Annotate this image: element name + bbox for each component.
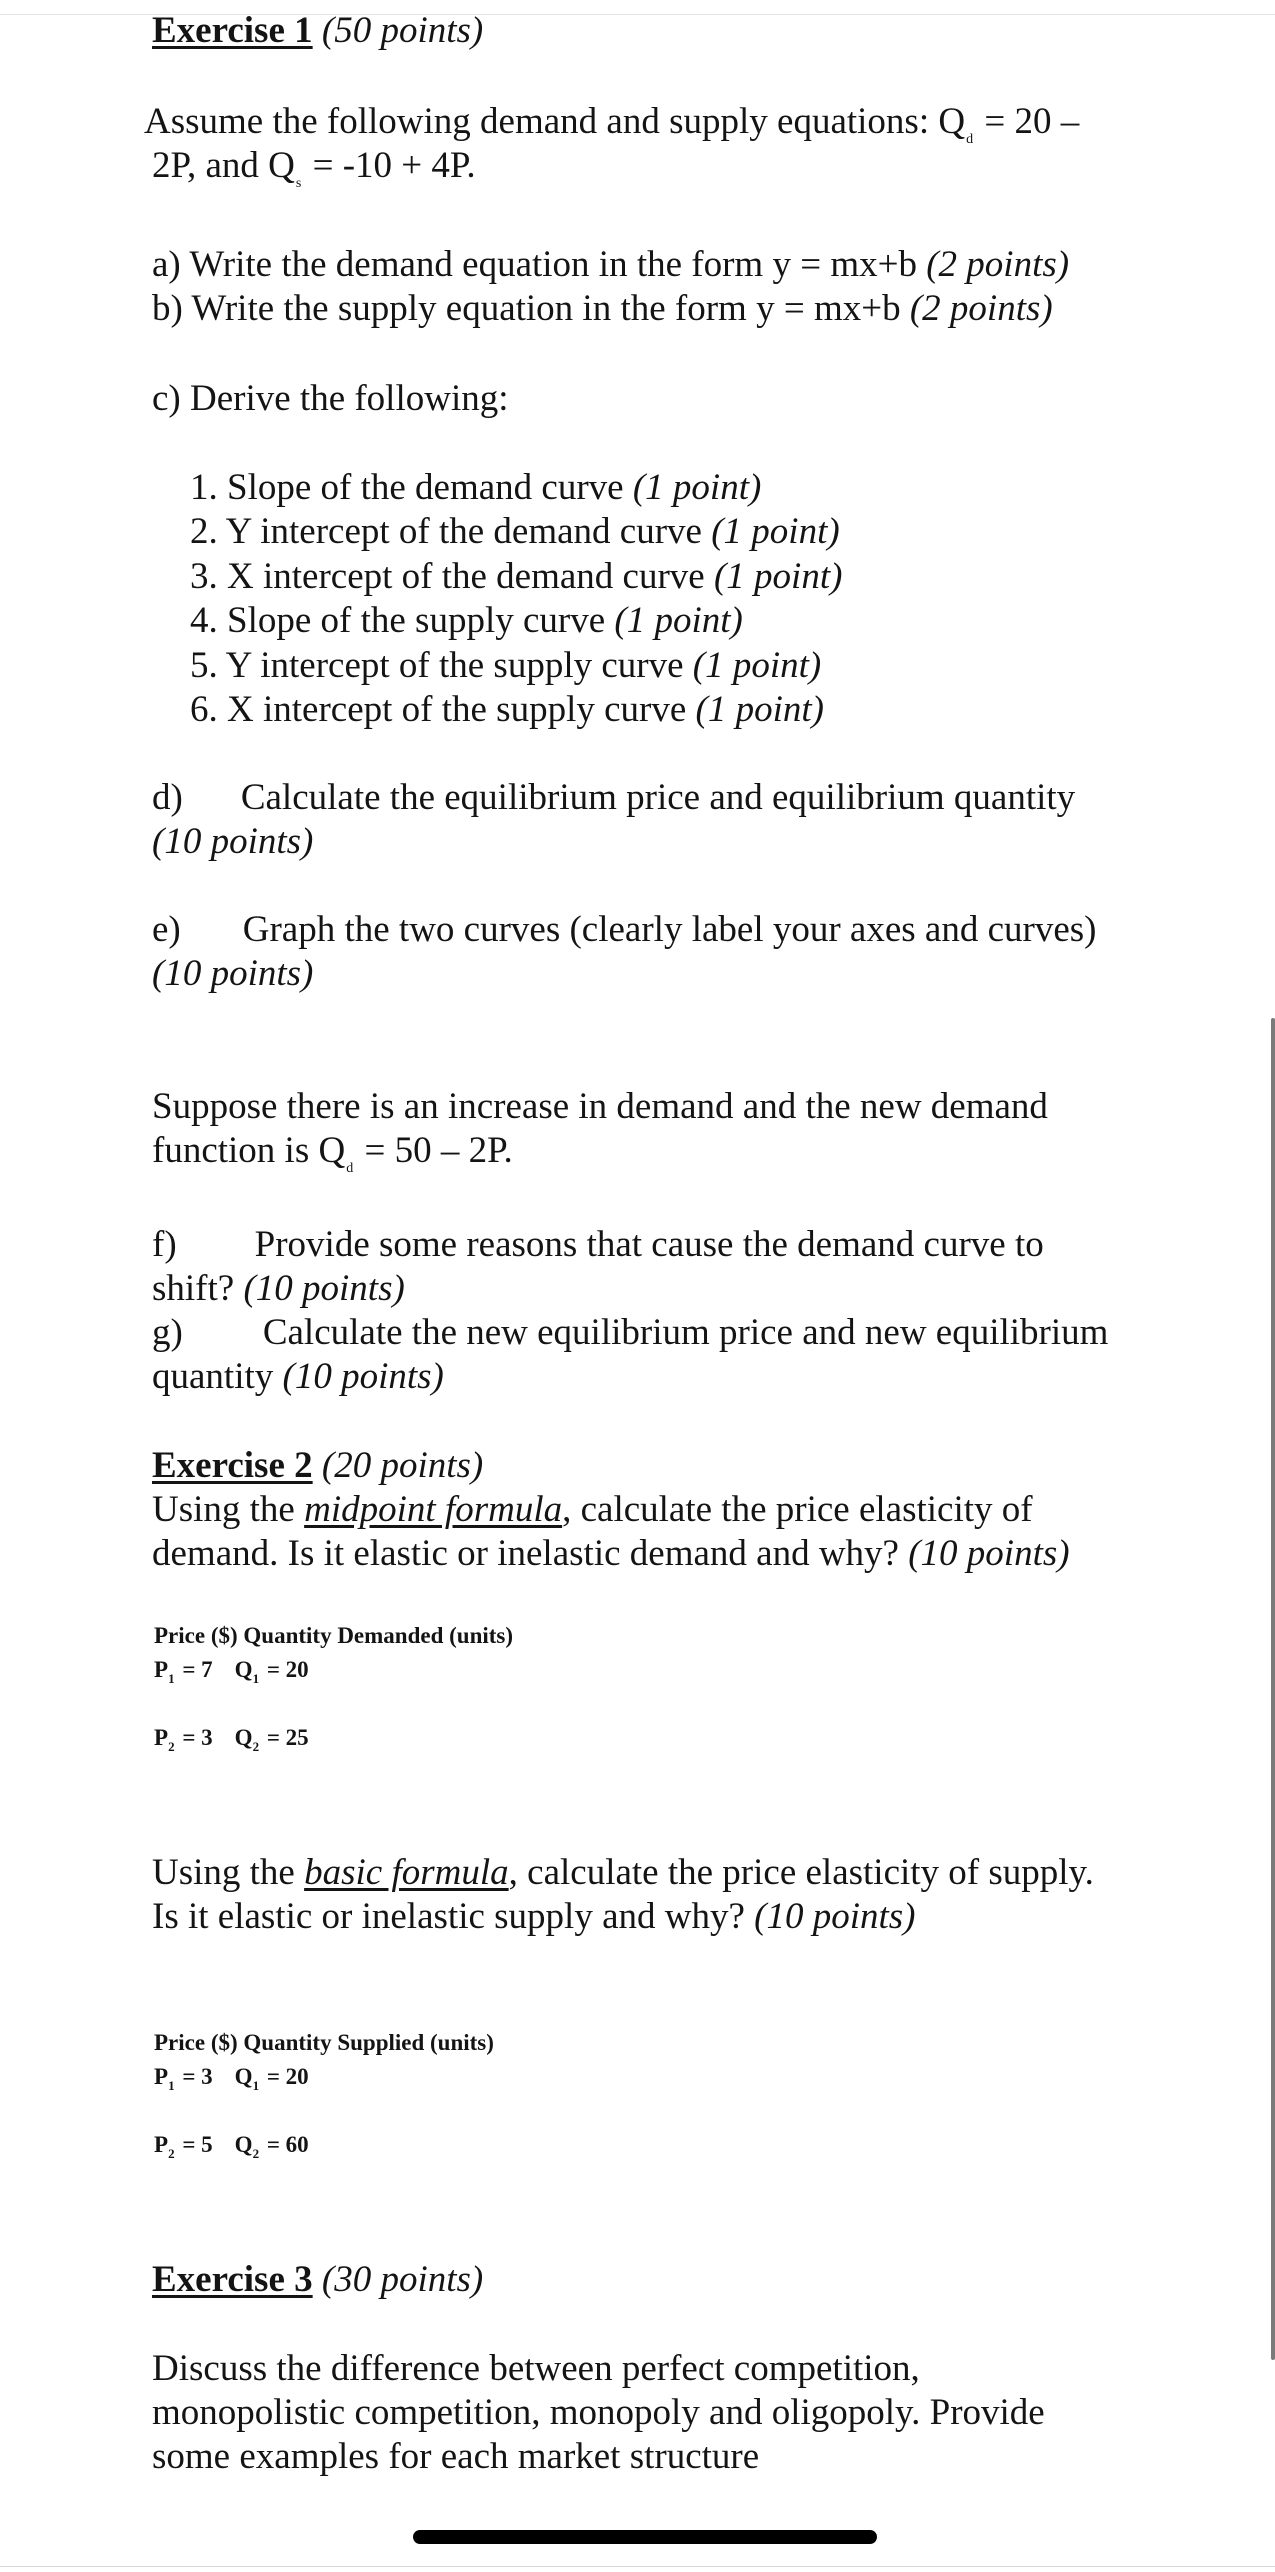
quantity-cell — [235, 2131, 309, 2162]
question-f-text: Provide some reasons that cause the demand curve to — [254, 1224, 1044, 1265]
quantity-value: = 20 — [261, 1657, 309, 1682]
subscript-d: d — [966, 132, 974, 147]
ex3-line2: monopolistic competition, monopoly and oligopoly. Provide — [152, 2392, 1045, 2433]
question-d-label: d) — [152, 777, 183, 818]
subscript: 2 — [252, 2146, 260, 2161]
supply-table-row — [154, 2063, 309, 2094]
question-b — [152, 287, 1053, 331]
demand-table-row — [154, 1724, 309, 1755]
prompt-text-3: demand. Is it elastic or inelastic demand and why? — [152, 1533, 909, 1574]
scrollbar[interactable] — [1271, 1018, 1275, 2360]
subscript: 1 — [168, 2078, 175, 2093]
ex2-supply-prompt-line2 — [152, 1895, 916, 1939]
subscript: 1 — [252, 1671, 260, 1686]
quantity-cell — [235, 1724, 309, 1755]
list-item-points: (1 point) — [614, 600, 743, 641]
exercise-1-heading — [152, 9, 483, 53]
intro-text-2: = 20 – — [975, 101, 1080, 142]
price-value: = 5 — [176, 2132, 213, 2157]
list-item — [190, 688, 824, 732]
exercise-2-title: Exercise 2 — [152, 1445, 313, 1486]
intro-text-4: = -10 + 4P. — [303, 145, 476, 186]
question-f-points: (10 points) — [243, 1268, 405, 1309]
prompt-points: (10 points) — [908, 1533, 1070, 1574]
list-item-points: (1 point) — [711, 511, 840, 552]
demand-shift-line2 — [152, 1129, 513, 1181]
exercise-2-points: (20 points) — [321, 1445, 484, 1486]
ex1-intro-line2 — [152, 144, 476, 196]
question-g-label: g) — [152, 1312, 183, 1353]
price-value: = 3 — [176, 1725, 213, 1750]
question-d — [152, 776, 1075, 820]
demand-table-header: Price ($) Quantity Demanded (units) — [154, 1623, 514, 1648]
list-item-text: 6. X intercept of the supply curve — [190, 689, 696, 730]
prompt-points: (10 points) — [754, 1896, 916, 1937]
prompt-text-3: Is it elastic or inelastic supply and why? — [152, 1896, 755, 1937]
quantity-value: = 20 — [261, 2064, 309, 2089]
list-item — [190, 510, 840, 554]
price-symbol: P — [154, 1657, 169, 1682]
question-f-text-2: shift? — [152, 1268, 244, 1309]
list-item-text: 1. Slope of the demand curve — [190, 467, 633, 508]
question-g-points: (10 points) — [282, 1356, 444, 1397]
question-a-points: (2 points) — [926, 244, 1070, 285]
bottom-divider — [0, 2566, 1275, 2567]
question-g-text-2: quantity — [152, 1356, 283, 1397]
supply-table-header: Price ($) Quantity Supplied (units) — [154, 2030, 494, 2055]
basic-formula-term: basic formula — [304, 1852, 509, 1893]
question-d-text: Calculate the equilibrium price and equilibrium quantity — [240, 777, 1076, 818]
list-item-text: 3. X intercept of the demand curve — [190, 556, 714, 597]
question-a-text: a) Write the demand equation in the form y = mx+b — [152, 244, 927, 285]
list-item — [190, 555, 842, 599]
subscript: 2 — [252, 1739, 260, 1754]
question-e-text: Graph the two curves (clearly label your axes and curves) — [242, 909, 1097, 950]
prompt-text: Using the — [152, 1489, 305, 1530]
subscript: 1 — [252, 2078, 260, 2093]
quantity-symbol: Q — [234, 2064, 253, 2089]
price-symbol: P — [154, 1725, 169, 1750]
quantity-symbol: Q — [234, 1657, 253, 1682]
question-e-label: e) — [152, 909, 181, 950]
exercise-3-heading — [152, 2258, 483, 2302]
price-symbol: P — [154, 2132, 169, 2157]
question-g-text: Calculate the new equilibrium price and new equilibrium — [262, 1312, 1109, 1353]
question-c: c) Derive the following: — [152, 378, 509, 419]
intro-text-3: 2P, and Q — [152, 145, 295, 186]
question-f-line2 — [152, 1267, 405, 1311]
question-f-label: f) — [152, 1224, 177, 1265]
question-f — [152, 1223, 1044, 1267]
subscript-s: s — [295, 176, 302, 191]
list-item-points: (1 point) — [713, 556, 843, 597]
shift-text-2: = 50 – 2P. — [355, 1130, 513, 1171]
question-e — [152, 908, 1096, 952]
question-a — [152, 243, 1069, 287]
subscript: 2 — [168, 1739, 175, 1754]
list-item-text: 2. Y intercept of the demand curve — [190, 511, 712, 552]
list-item-text: 4. Slope of the supply curve — [190, 600, 615, 641]
ex2-prompt-line1 — [152, 1488, 1033, 1532]
prompt-text: Using the — [152, 1852, 305, 1893]
demand-table-row — [154, 1656, 309, 1687]
price-value: = 3 — [176, 2064, 213, 2089]
list-item — [190, 466, 761, 510]
list-item-text: 5. Y intercept of the supply curve — [190, 645, 693, 686]
question-e-points: (10 points) — [152, 953, 314, 994]
question-g-line2 — [152, 1355, 444, 1399]
prompt-text-2: , calculate the price elasticity of — [562, 1489, 1033, 1530]
question-d-points: (10 points) — [152, 821, 314, 862]
home-indicator[interactable] — [413, 2530, 877, 2544]
ex2-supply-prompt-line1 — [152, 1851, 1094, 1895]
subscript: 2 — [168, 2146, 175, 2161]
quantity-value: = 25 — [261, 1725, 309, 1750]
quantity-value: = 60 — [261, 2132, 309, 2157]
question-b-points: (2 points) — [909, 288, 1053, 329]
subscript-d: d — [346, 1161, 354, 1176]
supply-table-row — [154, 2131, 309, 2162]
price-symbol: P — [154, 2064, 169, 2089]
midpoint-formula-term: midpoint formula — [304, 1489, 563, 1530]
exercise-3-points: (30 points) — [321, 2259, 484, 2300]
quantity-symbol: Q — [234, 2132, 253, 2157]
list-item — [190, 644, 821, 688]
prompt-text-2: , calculate the price elasticity of supply. — [508, 1852, 1094, 1893]
exercise-3-title: Exercise 3 — [152, 2259, 313, 2300]
subscript: 1 — [168, 1671, 175, 1686]
exercise-1-title: Exercise 1 — [152, 10, 313, 51]
list-item-points: (1 point) — [632, 467, 762, 508]
ex2-prompt-line2 — [152, 1532, 1070, 1576]
list-item-points: (1 point) — [695, 689, 824, 730]
intro-text: Assume the following demand and supply equations: Q — [144, 101, 966, 142]
exercise-2-heading — [152, 1444, 483, 1488]
quantity-cell — [235, 2063, 309, 2094]
ex3-line1: Discuss the difference between perfect competition, — [152, 2348, 920, 2389]
price-value: = 7 — [176, 1657, 213, 1682]
exercise-1-points: (50 points) — [321, 10, 484, 51]
demand-shift-line1: Suppose there is an increase in demand and the new demand — [152, 1086, 1048, 1127]
question-g — [152, 1311, 1108, 1355]
shift-text: function is Q — [152, 1130, 346, 1171]
list-item-points: (1 point) — [692, 645, 822, 686]
question-b-text: b) Write the supply equation in the form y = mx+b — [152, 288, 910, 329]
ex3-line3: some examples for each market structure — [152, 2436, 760, 2477]
list-item — [190, 599, 743, 643]
quantity-cell — [235, 1656, 309, 1687]
quantity-symbol: Q — [234, 1725, 253, 1750]
